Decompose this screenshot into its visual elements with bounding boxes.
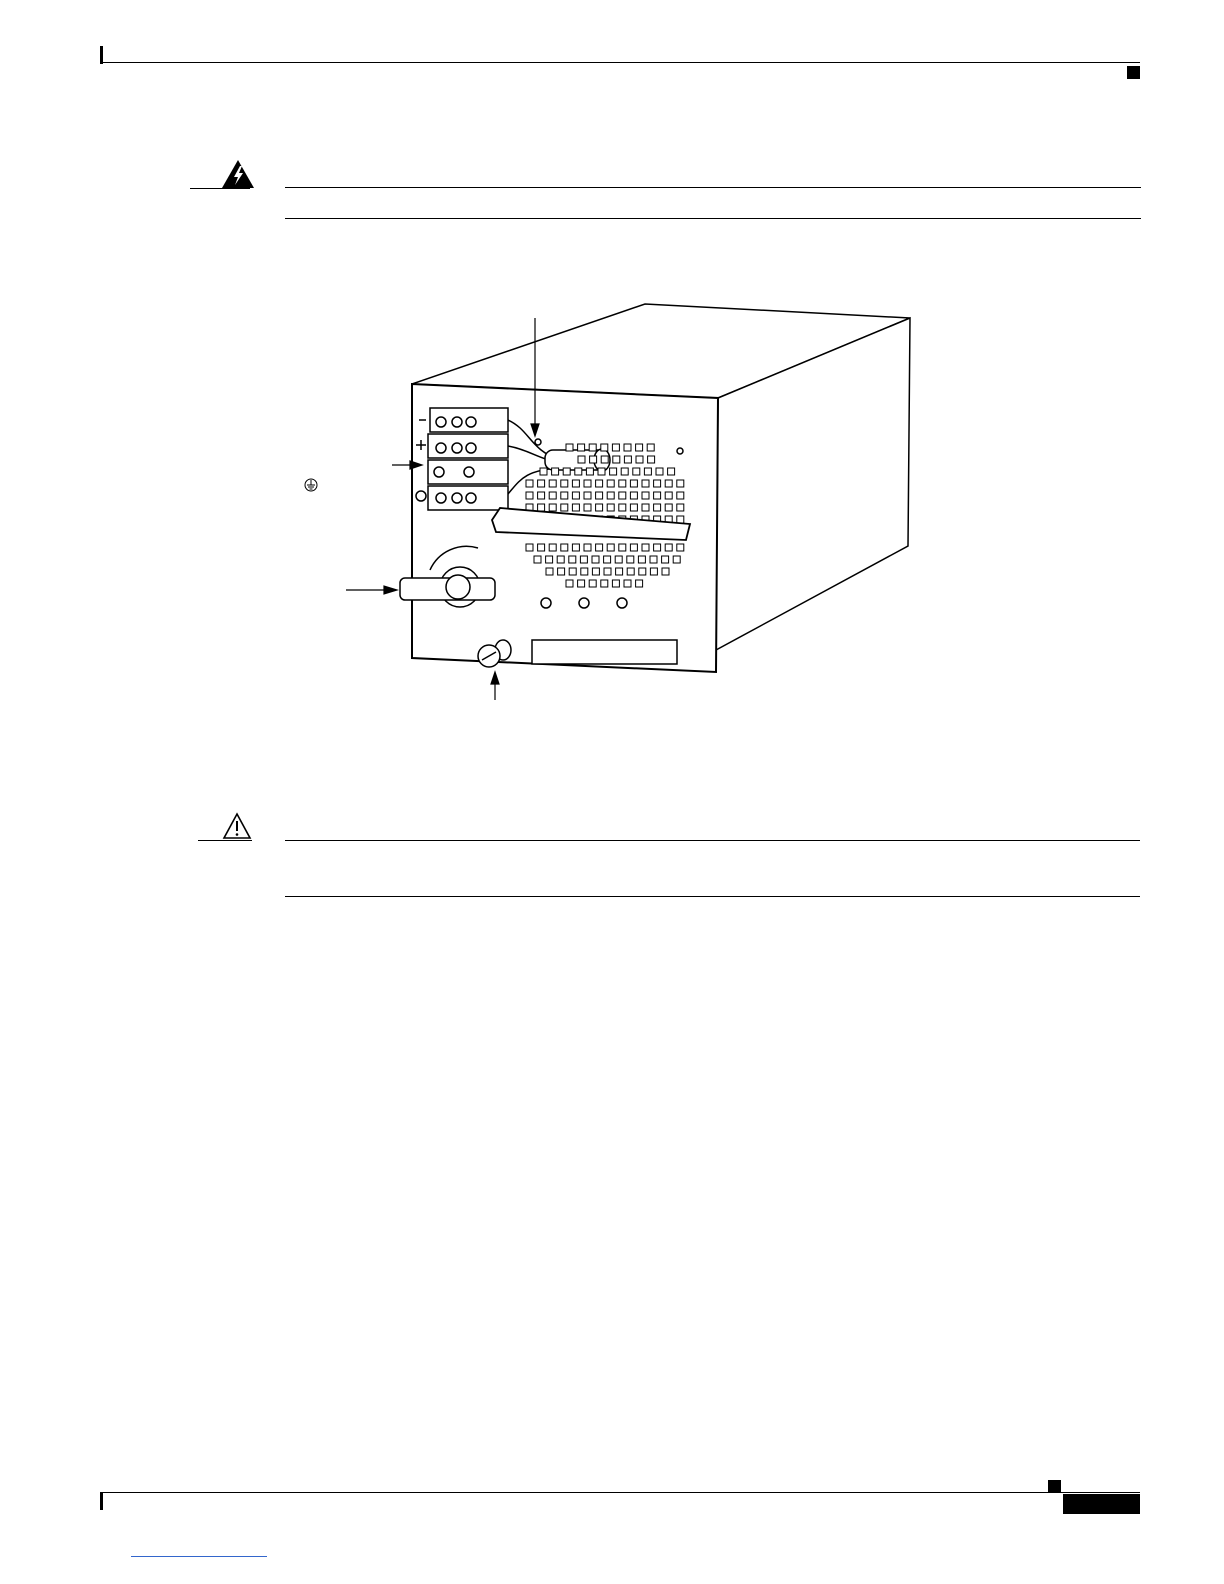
vent-hole: [627, 568, 634, 575]
vent-hole: [677, 516, 684, 523]
vent-hole: [619, 480, 626, 487]
vent-hole: [601, 456, 608, 463]
caution-block: [196, 812, 1142, 902]
warning-lightning-icon: [220, 158, 256, 190]
caution-top-rule: [285, 840, 1140, 841]
vent-hole: [601, 444, 608, 451]
vent-hole: [636, 444, 643, 451]
vent-hole: [581, 568, 588, 575]
vent-hole: [638, 556, 645, 563]
vent-hole: [654, 492, 661, 499]
vent-hole: [561, 492, 568, 499]
warning-bottom-rule: [285, 218, 1141, 219]
vent-hole: [619, 492, 626, 499]
vent-hole: [561, 544, 568, 551]
vent-hole: [636, 580, 643, 587]
vent-hole: [650, 568, 657, 575]
ground-symbol-icon: [305, 479, 317, 491]
vent-hole: [610, 468, 617, 475]
vent-hole: [566, 444, 573, 451]
vent-hole: [654, 544, 661, 551]
vent-hole: [546, 556, 553, 563]
vent-hole: [630, 492, 637, 499]
vent-hole: [630, 480, 637, 487]
vent-hole: [601, 580, 608, 587]
vent-hole: [584, 544, 591, 551]
vent-hole: [644, 468, 651, 475]
vent-hole: [677, 492, 684, 499]
vent-hole: [630, 504, 637, 511]
vent-hole: [596, 544, 603, 551]
caution-bottom-rule: [285, 896, 1140, 897]
vent-hole: [572, 504, 579, 511]
vent-hole: [621, 468, 628, 475]
vent-hole: [549, 504, 556, 511]
vent-hole: [639, 568, 646, 575]
vent-hole: [584, 480, 591, 487]
vent-hole: [665, 480, 672, 487]
vent-hole: [572, 492, 579, 499]
vent-hole: [677, 480, 684, 487]
vent-hole: [642, 544, 649, 551]
power-supply-figure: [280, 295, 930, 715]
vent-hole: [549, 480, 556, 487]
warning-icon-underline: [190, 188, 250, 189]
vent-hole: [642, 492, 649, 499]
vent-hole: [540, 468, 547, 475]
vent-hole: [607, 480, 614, 487]
vent-hole: [592, 568, 599, 575]
vent-hole: [642, 504, 649, 511]
vent-hole: [656, 468, 663, 475]
vent-hole: [538, 504, 545, 511]
vent-hole: [534, 556, 541, 563]
vent-hole: [648, 456, 655, 463]
vent-hole: [592, 556, 599, 563]
header-rule: [100, 62, 1140, 63]
vent-hole: [572, 480, 579, 487]
vent-hole: [589, 580, 596, 587]
vent-hole: [578, 580, 585, 587]
vent-hole: [607, 492, 614, 499]
vent-hole: [563, 468, 570, 475]
vent-hole: [552, 468, 559, 475]
vent-hole: [607, 504, 614, 511]
vent-hole: [668, 468, 675, 475]
vent-hole: [569, 556, 576, 563]
vent-hole: [546, 568, 553, 575]
vent-hole: [584, 504, 591, 511]
vent-hole: [665, 492, 672, 499]
led-1: [541, 598, 551, 608]
vent-hole: [575, 468, 582, 475]
vent-hole: [596, 480, 603, 487]
vent-hole: [642, 480, 649, 487]
footer-left-tick: [100, 1492, 103, 1510]
warning-top-rule: [285, 187, 1141, 188]
vent-hole: [558, 568, 565, 575]
vent-hole: [673, 556, 680, 563]
footer-link-underline[interactable]: [131, 1556, 267, 1557]
vent-hole: [677, 544, 684, 551]
footer-page-tab: [1063, 1494, 1140, 1514]
vent-hole: [636, 456, 643, 463]
vent-hole: [612, 444, 619, 451]
vent-hole: [538, 492, 545, 499]
vent-hole: [612, 580, 619, 587]
label-plate: [532, 640, 677, 664]
vent-hole: [624, 444, 631, 451]
vent-hole: [662, 556, 669, 563]
vent-hole: [580, 556, 587, 563]
vent-hole: [526, 544, 533, 551]
led-2: [579, 598, 589, 608]
vent-hole: [561, 480, 568, 487]
vent-hole: [619, 504, 626, 511]
led-3: [617, 598, 627, 608]
footer-rule: [100, 1492, 1140, 1493]
vent-hole: [604, 568, 611, 575]
vent-hole: [650, 556, 657, 563]
vent-hole: [584, 492, 591, 499]
vent-hole: [665, 504, 672, 511]
vent-hole: [596, 504, 603, 511]
caution-exclamation-icon: [222, 812, 252, 840]
vent-hole: [538, 480, 545, 487]
vent-hole: [526, 492, 533, 499]
vent-hole: [665, 544, 672, 551]
vent-hole: [578, 444, 585, 451]
vent-hole: [578, 456, 585, 463]
vent-hole: [604, 556, 611, 563]
vent-hole: [572, 544, 579, 551]
vent-hole: [627, 556, 634, 563]
vent-hole: [549, 544, 556, 551]
vent-hole: [549, 492, 556, 499]
warning-block: [190, 158, 1142, 224]
vent-hole: [566, 580, 573, 587]
vent-hole: [619, 544, 626, 551]
vent-hole: [615, 556, 622, 563]
header-square-marker-icon: [1127, 66, 1140, 79]
vent-hole: [526, 480, 533, 487]
vent-hole: [589, 444, 596, 451]
vent-hole: [598, 468, 605, 475]
vent-hole: [561, 504, 568, 511]
vent-hole: [596, 492, 603, 499]
vent-hole: [624, 580, 631, 587]
vent-hole: [677, 504, 684, 511]
caution-icon-underline: [198, 840, 252, 841]
vent-hole: [654, 480, 661, 487]
vent-hole: [654, 504, 661, 511]
vent-hole: [538, 544, 545, 551]
vent-hole: [607, 544, 614, 551]
vent-hole: [662, 568, 669, 575]
vent-hole: [616, 568, 623, 575]
vent-hole: [613, 456, 620, 463]
vent-hole: [633, 468, 640, 475]
vent-hole: [557, 556, 564, 563]
vent-hole: [590, 456, 597, 463]
vent-hole: [586, 468, 593, 475]
vent-hole: [569, 568, 576, 575]
vent-hole: [630, 544, 637, 551]
vent-hole: [647, 444, 654, 451]
vent-hole: [624, 456, 631, 463]
